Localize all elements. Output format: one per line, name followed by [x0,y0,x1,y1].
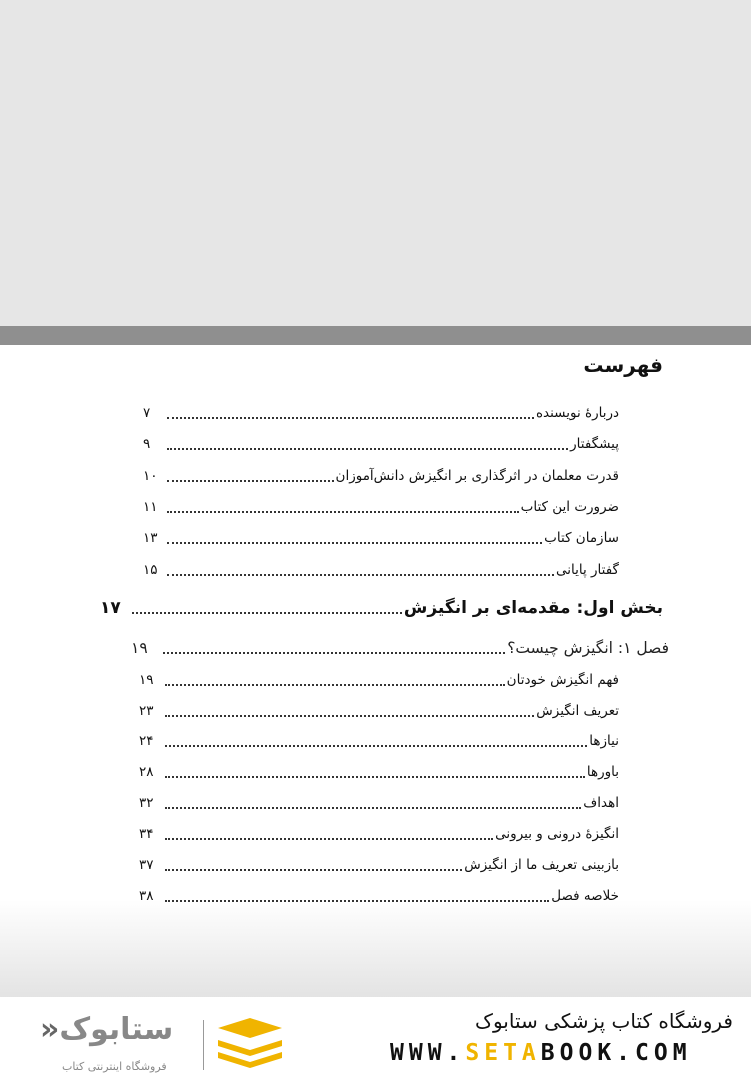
toc-part-label: بخش اول: مقدمه‌ای بر انگیزش [403,598,663,618]
page-bottom-fade [0,900,751,998]
toc-entry-page: ۹ [143,436,151,452]
toc-leader-dots [165,869,462,871]
brand-wordmark [40,1012,173,1047]
toc-leader-dots [165,776,585,778]
toc-entry[interactable] [143,436,619,452]
toc-leader-dots [167,574,554,576]
toc-entry-label: فهم انگیزش خودتان [506,672,619,688]
toc-entry-label: انگیزۀ درونی و بیرونی [495,826,619,842]
toc-chapter-heading[interactable] [131,639,669,657]
toc-leader-dots [165,807,581,809]
toc-leader-dots [165,684,505,686]
toc-entry[interactable] [139,826,619,842]
chevrons-icon: « [40,1012,60,1047]
toc-entry[interactable] [143,405,619,421]
toc-entry-label: ضرورت این کتاب [520,499,619,515]
toc-entry-label: بازبینی تعریف ما از انگیزش [464,857,619,873]
toc-entry-page: ۱۱ [143,499,158,515]
toc-entry[interactable] [139,672,619,688]
brand-name: ستابوک [59,1012,174,1047]
toc-entry[interactable] [143,499,619,515]
book-stack-logo-icon [214,1018,286,1068]
toc-leader-dots [167,448,568,450]
toc-leader-dots [167,542,542,544]
toc-entry-label: قدرت معلمان در اثرگذاری بر انگیزش دانش‌آموزان [335,468,619,484]
toc-chapter-page: ۱۹ [131,639,148,657]
toc-leader-dots [165,715,534,717]
brand-tagline: فروشگاه اینترنتی کتاب [62,1060,167,1073]
toc-entry-page: ۲۸ [139,764,154,780]
toc-entry-label: تعریف انگیزش [536,703,619,719]
toc-entry[interactable] [139,703,619,719]
toc-chapter-label: فصل ۱: انگیزش چیست؟ [507,639,669,657]
toc-entry-page: ۳۷ [139,857,154,873]
toc-entry-page: ۱۵ [143,562,158,578]
toc-leader-dots [165,900,549,902]
toc-entry-label: اهداف [583,795,619,811]
toc-entry-page: ۳۸ [139,888,154,904]
toc-entry[interactable] [139,888,619,904]
toc-leader-dots [167,480,334,482]
toc-part-heading[interactable] [100,598,663,618]
toc-entry-page: ۱۳ [143,530,158,546]
toc-entry-label: باورها [586,764,619,780]
toc-part-page: ۱۷ [100,598,121,618]
toc-entry-page: ۲۳ [139,703,154,719]
logo-separator [203,1020,204,1070]
toc-leader-dots [165,838,493,840]
toc-entry[interactable] [143,468,619,484]
toc-entry-label: گفتار پایانی [555,562,619,578]
toc-entry[interactable] [143,562,619,578]
toc-entry-label: دربارۀ نویسنده [535,405,619,421]
toc-entry-page: ۱۹ [139,672,154,688]
page-divider-band [0,326,751,345]
toc-entry-label: سازمان کتاب [544,530,619,546]
toc-title: فهرست [583,353,663,377]
toc-entry[interactable] [139,795,619,811]
toc-entry-label: خلاصه فصل [551,888,619,904]
toc-leader-dots [132,612,402,614]
toc-entry-page: ۲۴ [139,733,154,749]
toc-entry[interactable] [139,733,619,749]
toc-entry-label: نیازها [589,733,619,749]
toc-leader-dots [165,745,587,747]
toc-leader-dots [167,417,534,419]
shop-url-link[interactable] [390,1040,692,1066]
previous-page-area [0,0,751,326]
shop-name: فروشگاه کتاب پزشکی ستابوک [475,1009,733,1033]
toc-leader-dots [163,652,505,654]
toc-entry-page: ۷ [143,405,151,421]
url-suffix: BOOK.COM [540,1040,692,1066]
toc-entry-label: پیشگفتار [570,436,619,452]
toc-entry[interactable] [139,764,619,780]
url-highlight: SETA [465,1040,541,1066]
toc-entry-page: ۱۰ [143,468,158,484]
toc-entry-page: ۳۲ [139,795,154,811]
url-prefix: WWW. [390,1040,466,1066]
toc-leader-dots [167,511,519,513]
toc-entry[interactable] [139,857,619,873]
toc-entry-page: ۳۴ [139,826,154,842]
toc-entry[interactable] [143,530,619,546]
